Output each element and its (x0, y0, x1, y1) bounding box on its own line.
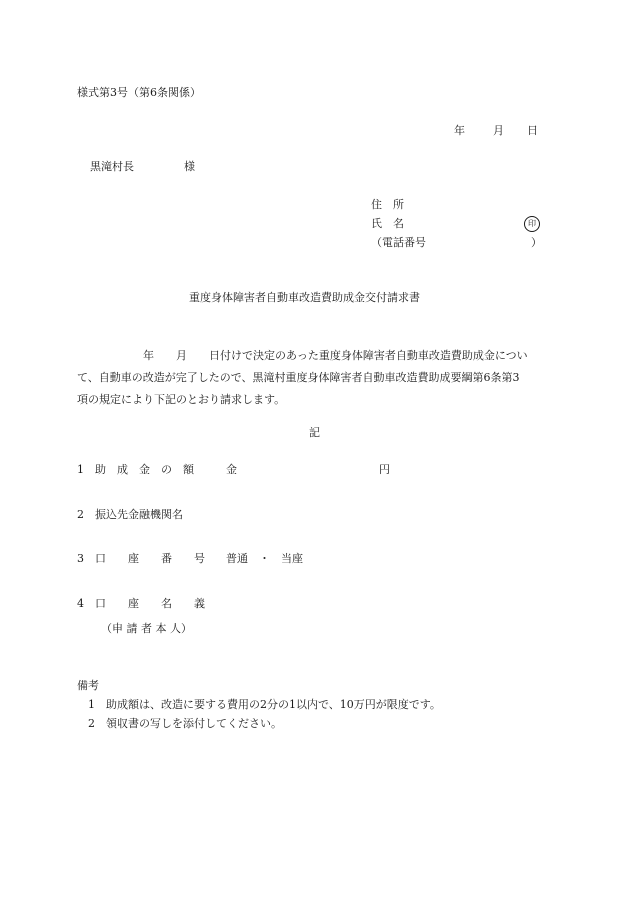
remarks-note-1: 1 助成額は、改造に要する費用の2分の1以内で、10万円が限度です。 (88, 698, 441, 711)
item1-unit: 円 (379, 463, 390, 476)
body-line-2: て、自動車の改造が完了したので、黒滝村重度身体障害者自動車改造費助成要綱第6条第3 (77, 371, 520, 384)
document-title: 重度身体障害者自動車改造費助成金交付請求書 (189, 291, 420, 304)
phone-label: （電話番号 (371, 236, 426, 249)
honorific: 様 (184, 160, 195, 173)
remarks-heading: 備考 (77, 679, 99, 692)
body-line-1: 年 月 日付けで決定のあった重度身体障害者自動車改造費助成金につい (77, 349, 528, 362)
date-day: 日 (527, 124, 538, 137)
form-number: 様式第3号（第6条関係） (77, 86, 201, 99)
body-paragraph (77, 345, 555, 411)
remarks-note-2: 2 領収書の写しを添付してください。 (88, 717, 282, 730)
item4-label: 4 口 座 名 義 (77, 597, 205, 610)
ki-heading: 記 (309, 426, 320, 439)
date-year: 年 (454, 124, 465, 137)
item4-note: （申 請 者 本 人） (101, 622, 192, 635)
phone-close: ） (531, 236, 542, 249)
address-label: 住 所 (371, 198, 404, 211)
addressee: 黒滝村長 (90, 160, 134, 173)
seal-mark: 印 (524, 216, 540, 232)
item2-label: 2 振込先金融機関名 (77, 508, 183, 521)
name-label: 氏 名 (371, 217, 404, 230)
item1-value: 金 (226, 463, 237, 476)
date-month: 月 (493, 124, 504, 137)
item3-value: 普通 ・ 当座 (226, 552, 303, 565)
body-line-3: 項の規定により下記のとおり請求します。 (77, 393, 286, 406)
item1-label: 1 助 成 金 の 額 (77, 463, 194, 476)
item3-label: 3 口 座 番 号 (77, 552, 205, 565)
